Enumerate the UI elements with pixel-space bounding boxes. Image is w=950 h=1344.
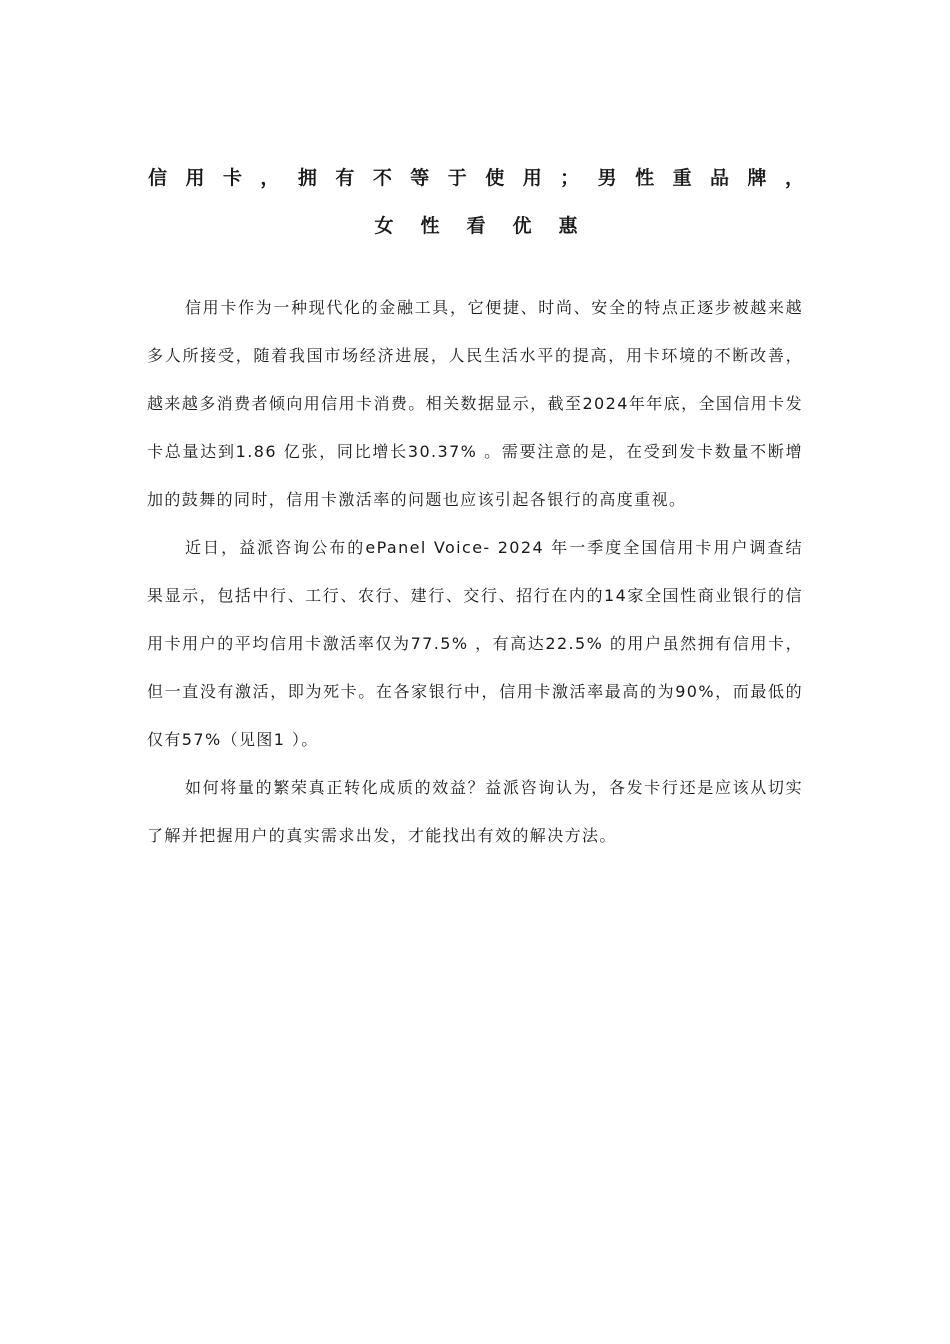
title-char: 信 [148,166,168,189]
title-char: 男 [597,166,617,189]
title-char: 不 [372,166,392,189]
title-char: 用 [522,166,542,189]
title-char: ， [260,166,280,189]
title-char: 等 [410,166,430,189]
body-paragraph: 近日，益派咨询公布的ePanel Voice- 2024 年一季度全国信用卡用户调查结果显示，包括中行、工行、农行、建行、交行、招行在内的14家全国性商业银行的信用卡用户的平均信用卡激活率仅为77.5% ，有高达22.5% 的用户虽然拥有信用卡，但一直没有激活，即为死卡。在各家银行中，信用卡激活率最高的为90%，而最低的仅有57%（见图1 ）。 [147,538,803,749]
document-title-line-1 [148,165,804,191]
body-paragraph: 信用卡作为一种现代化的金融工具，它便捷、时尚、安全的特点正逐步被越来越多人所接受，随着我国市场经济进展，人民生活水平的提高，用卡环境的不断改善，越来越多消费者倾向用信用卡消费。相关数据显示，截至2024年年底，全国信用卡发卡总量达到1.86 亿张，同比增长30.37% 。需要注意的是，在受到发卡数量不断增加的鼓舞的同时，信用卡激活率的问题也应该引起各银行的高度重视。 [147,298,803,509]
title-char: 品 [710,166,730,189]
title-char: ； [560,166,580,189]
document-body [147,284,803,860]
title-char: 使 [485,166,505,189]
title-char: 用 [185,166,205,189]
title-char: ， [784,166,804,189]
title-char: 重 [672,166,692,189]
title-char: 有 [335,166,355,189]
title-char: 卡 [222,166,242,189]
title-char: 性 [635,166,655,189]
title-char: 拥 [297,166,317,189]
title-char: 于 [447,166,467,189]
body-paragraph: 如何将量的繁荣真正转化成质的效益？益派咨询认为，各发卡行还是应该从切实了解并把握用户的真实需求出发，才能找出有效的解决方法。 [147,778,803,845]
document-title-line-2: 女性看优惠 [374,214,605,237]
title-char: 牌 [747,166,767,189]
